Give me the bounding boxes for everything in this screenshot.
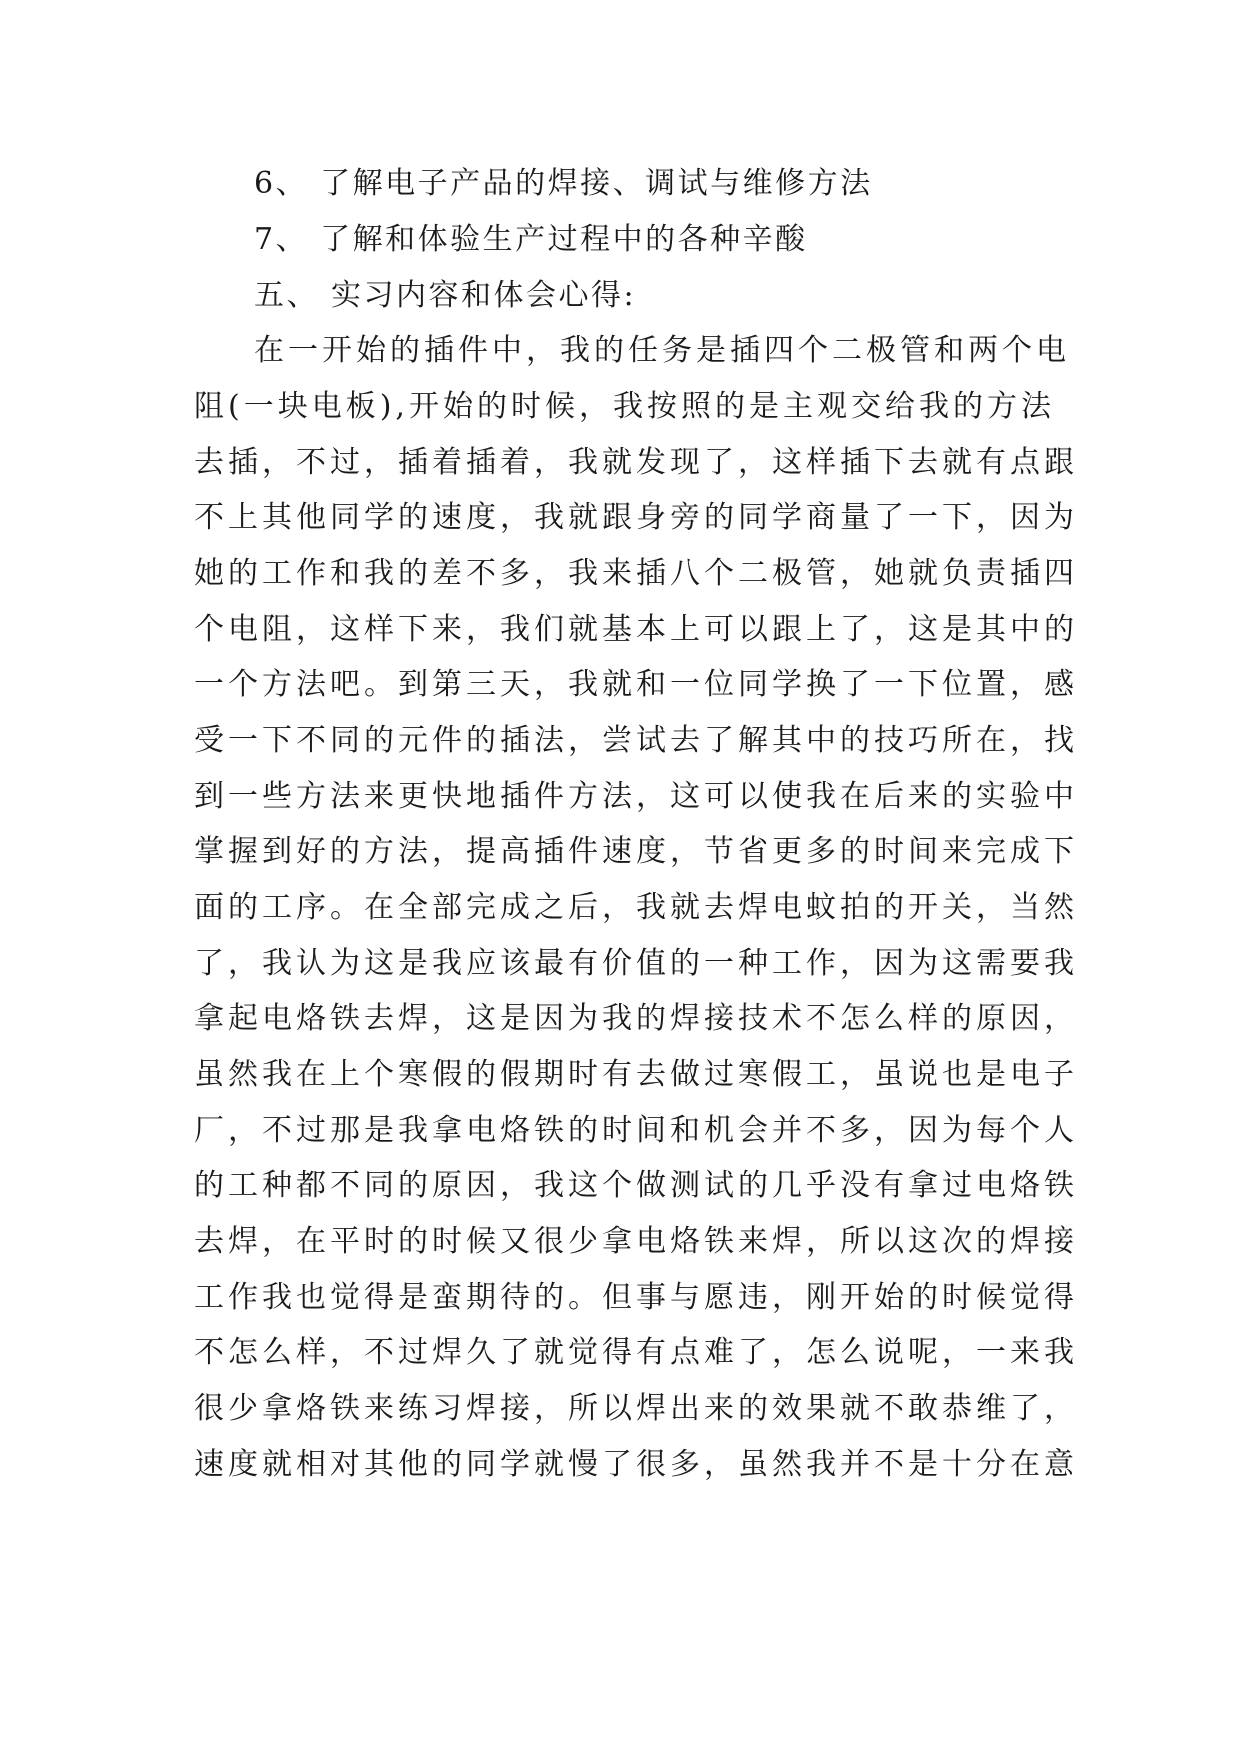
paragraph-line: 受一下不同的元件的插法，尝试去了解其中的技巧所在，找 [194, 723, 1078, 758]
paragraph-line: 虽然我在上个寒假的假期时有去做过寒假工，虽说也是电子 [194, 1057, 1078, 1092]
paragraph-line: 一个方法吧。到第三天，我就和一位同学换了一下位置，感 [194, 667, 1078, 702]
paragraph-line: 厂，不过那是我拿电烙铁的时间和机会并不多，因为每个人 [194, 1113, 1078, 1148]
paragraph-line: 工作我也觉得是蛮期待的。但事与愿违，刚开始的时候觉得 [194, 1280, 1078, 1315]
paragraph-line: 的工种都不同的原因，我这个做测试的几乎没有拿过电烙铁 [194, 1168, 1078, 1203]
paragraph-line: 去插，不过，插着插着，我就发现了，这样插下去就有点跟 [194, 445, 1078, 480]
paragraph-line: 在一开始的插件中，我的任务是插四个二极管和两个电 [254, 333, 1070, 368]
paragraph-line: 个电阻，这样下来，我们就基本上可以跟上了，这是其中的 [194, 612, 1078, 647]
paragraph-line: 去焊，在平时的时候又很少拿电烙铁来焊，所以这次的焊接 [194, 1224, 1078, 1259]
paragraph-line: 她的工作和我的差不多，我来插八个二极管，她就负责插四 [194, 556, 1078, 591]
paragraph-line: 了，我认为这是我应该最有价值的一种工作，因为这需要我 [194, 946, 1078, 981]
paragraph-line: 阻(一块电板),开始的时候，我按照的是主观交给我的方法 [194, 389, 1055, 424]
paragraph-line: 不上其他同学的速度，我就跟身旁的同学商量了一下，因为 [194, 500, 1078, 535]
section-heading: 五、 实习内容和体会心得: [254, 278, 637, 313]
paragraph-line: 速度就相对其他的同学就慢了很多，虽然我并不是十分在意 [194, 1447, 1078, 1482]
list-item-6: 6、 了解电子产品的焊接、调试与维修方法 [254, 166, 873, 201]
paragraph-line: 很少拿烙铁来练习焊接，所以焊出来的效果就不敢恭维了， [194, 1391, 1078, 1426]
list-item-7: 7、 了解和体验生产过程中的各种辛酸 [254, 222, 808, 257]
paragraph-line: 到一些方法来更快地插件方法，这可以使我在后来的实验中 [194, 779, 1078, 814]
paragraph-line: 不怎么样，不过焊久了就觉得有点难了，怎么说呢，一来我 [194, 1335, 1078, 1370]
paragraph-line: 面的工序。在全部完成之后，我就去焊电蚊拍的开关，当然 [194, 890, 1078, 925]
paragraph-line: 掌握到好的方法，提高插件速度，节省更多的时间来完成下 [194, 834, 1078, 869]
paragraph-line: 拿起电烙铁去焊，这是因为我的焊接技术不怎么样的原因， [194, 1001, 1078, 1036]
